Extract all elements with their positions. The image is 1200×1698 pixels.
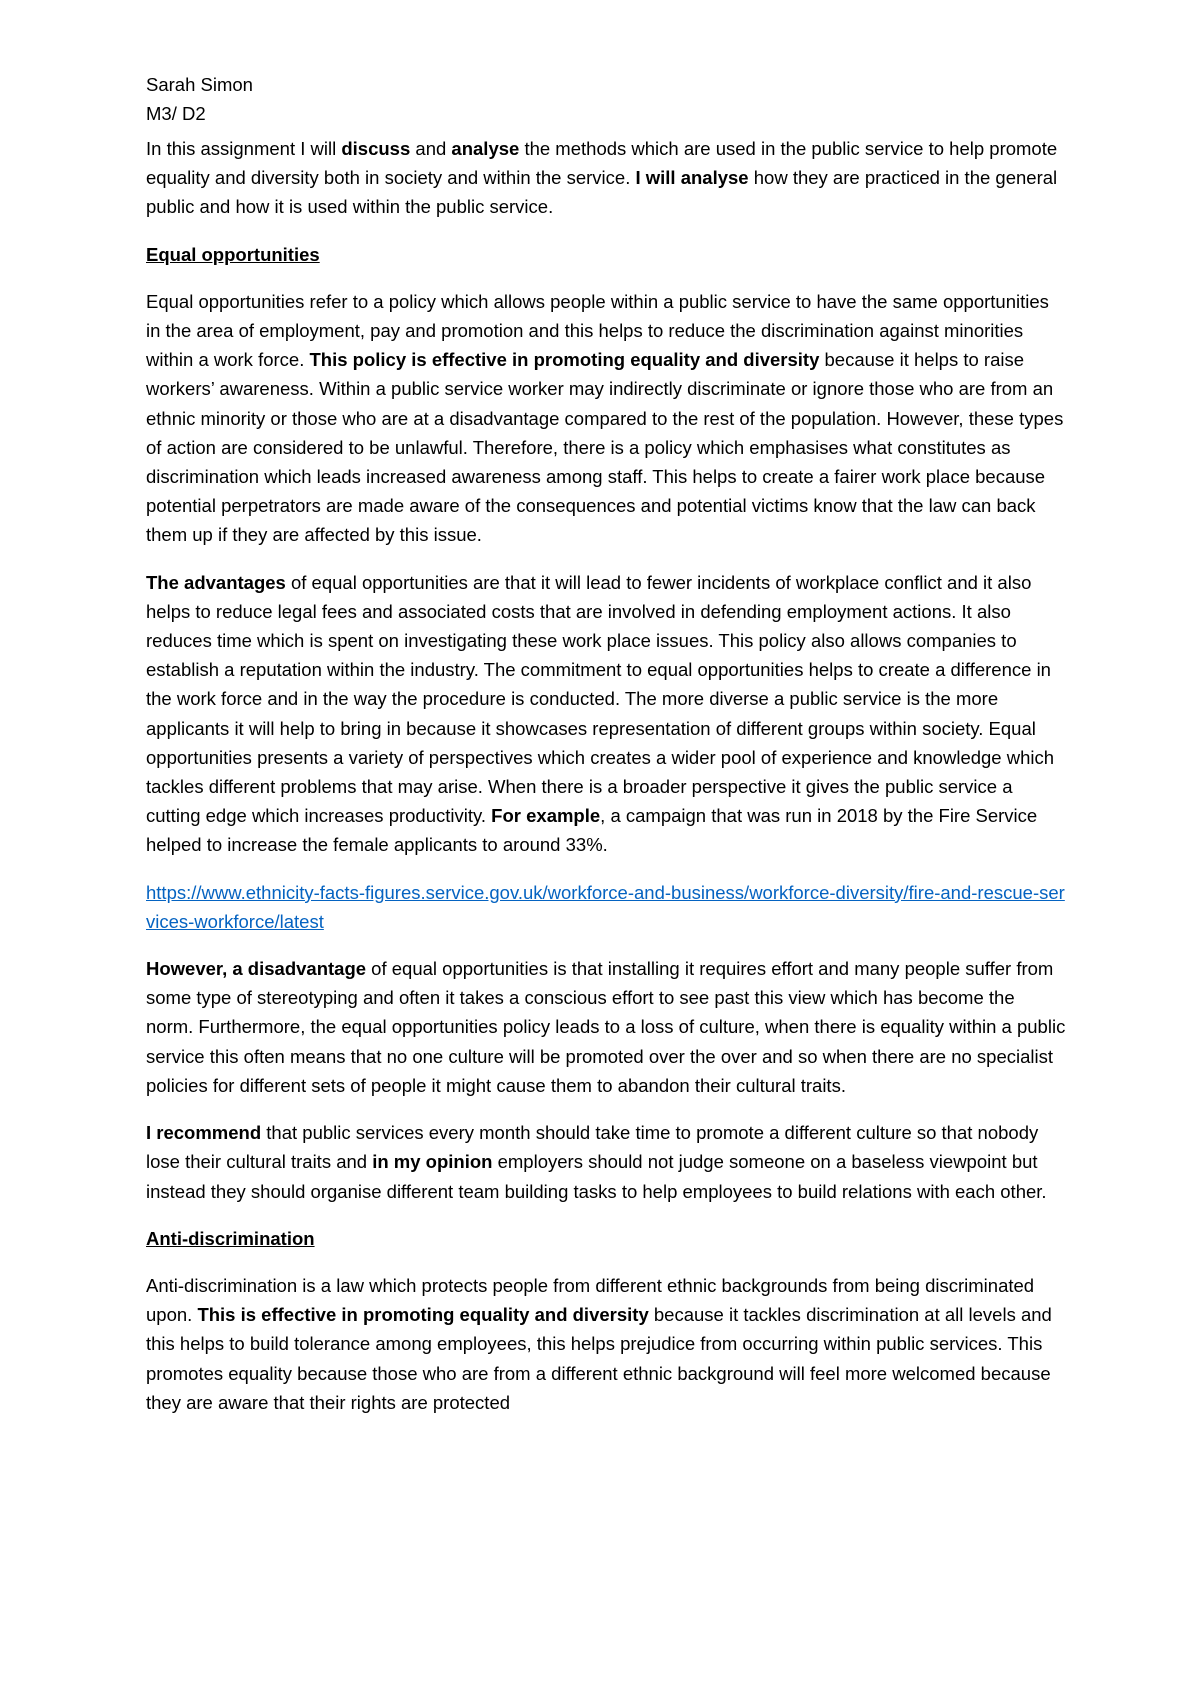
intro-bold-analyse: analyse [451, 138, 520, 159]
eo-p3-text-1: of equal opportunities is that installing it requires effort and many people suffer from some type of stereotyping and often it takes a conscious effort to see past this view which has become the norm. Furthermore, the equal opportunities policy leads to a loss of culture, when there is equality within a public service this often means that no one culture will be promoted over the over and so when there are no specialist policies for different sets of people it might cause them to abandon their cultural traits. [146, 958, 1066, 1096]
eo-p3-bold-disadvantage: However, a disadvantage [146, 958, 367, 980]
eo-p1-text-2: because it helps to raise workers’ awareness. Within a public service worker may indirectly discriminate or ignore those who are from an ethnic minority or those who are at a disadvantage compared to the rest of the population. However, these types of action are considered to be unlawful. Therefore, there is a policy which emphasises what constitutes as discrimination which leads increased awareness among staff. This helps to create a fairer work place because potential perpetrators are made aware of the consequences and potential victims know that the law can back them up if they are affected by this issue. [146, 349, 1064, 546]
eo-paragraph-1 [146, 287, 1066, 550]
ad-paragraph-1 [146, 1271, 1066, 1417]
eo-paragraph-2 [146, 568, 1066, 860]
heading-equal-opportunities: Equal opportunities [146, 243, 320, 265]
eo-p4-text-1: that public services every month should take time to promote a different culture so that nobody lose their cultural traits and [146, 1122, 1039, 1173]
intro-text-2: and [410, 138, 452, 159]
intro-bold-discuss: discuss [341, 138, 411, 159]
eo-p2-bold-example: For example [491, 805, 601, 827]
eo-paragraph-4 [146, 1118, 1066, 1206]
author-name: Sarah Simon [146, 74, 253, 95]
eo-p4-text-2: employers should not judge someone on a baseless viewpoint but instead they should organise different team building tasks to help employees to build relations with each other. [146, 1151, 1047, 1202]
intro-bold-will-analyse: I will analyse [635, 167, 749, 189]
ad-p1-bold-1: This is effective in promoting equality and diversity [197, 1304, 649, 1326]
intro-text-1: In this assignment I will [146, 138, 342, 159]
eo-p4-bold-recommend: I recommend [146, 1122, 262, 1144]
eo-paragraph-3 [146, 954, 1066, 1100]
ad-p1-text-2: because it tackles discrimination at all levels and this helps to build tolerance among employees, this helps prejudice from occurring within public services. This promotes equality because those who are from a different ethnic background will feel more welcomed because they are aware that their rights are protected [146, 1304, 1052, 1413]
eo-p1-text-1: Equal opportunities refer to a policy which allows people within a public service to have the same opportunities in the area of employment, pay and promotion and this helps to reduce the discrimination against minorities within a work force. [146, 290, 1049, 371]
eo-p2-text-2: , a campaign that was run in 2018 by the Fire Service helped to increase the female applicants to around 33%. [146, 805, 1038, 856]
source-link-paragraph [146, 878, 1066, 936]
eo-p2-bold-advantages: The advantages [146, 571, 286, 593]
heading-anti-discrimination: Anti-discrimination [146, 1227, 315, 1249]
ad-p1-text-1: Anti-discrimination is a law which protects people from different ethnic backgrounds from being discriminated upon. [146, 1274, 1035, 1326]
intro-text-4: how they are practiced in the general public and how it is used within the public service. [146, 167, 1058, 218]
criteria-code: M3/ D2 [146, 103, 206, 124]
source-link[interactable]: https://www.ethnicity-facts-figures.service.gov.uk/workforce-and-business/workforce-diversity/fire-and-rescue-services-workforce/latest [146, 881, 1065, 932]
eo-p1-bold-1: This policy is effective in promoting equality and diversity [309, 349, 820, 371]
intro-paragraph [146, 134, 1066, 222]
document-page [146, 70, 1066, 1435]
eo-p2-text-1: of equal opportunities are that it will lead to fewer incidents of workplace conflict and it also helps to reduce legal fees and associated costs that are involved in defending employment actions. It also reduces time which is spent on investigating these work place issues. This policy also allows companies to establish a reputation within the industry. The commitment to equal opportunities helps to create a difference in the work force and in the way the procedure is conducted. The more diverse a public service is the more applicants it will help to bring in because it showcases representation of different groups within society. Equal opportunities presents a variety of perspectives which creates a wider pool of experience and knowledge which tackles different problems that may arise. When there is a broader perspective it gives the public service a cutting edge which increases productivity. [146, 571, 1055, 827]
intro-text-3: the methods which are used in the public service to help promote equality and diversity both in society and within the service. [146, 138, 1058, 189]
eo-p4-bold-opinion: in my opinion [372, 1151, 493, 1173]
